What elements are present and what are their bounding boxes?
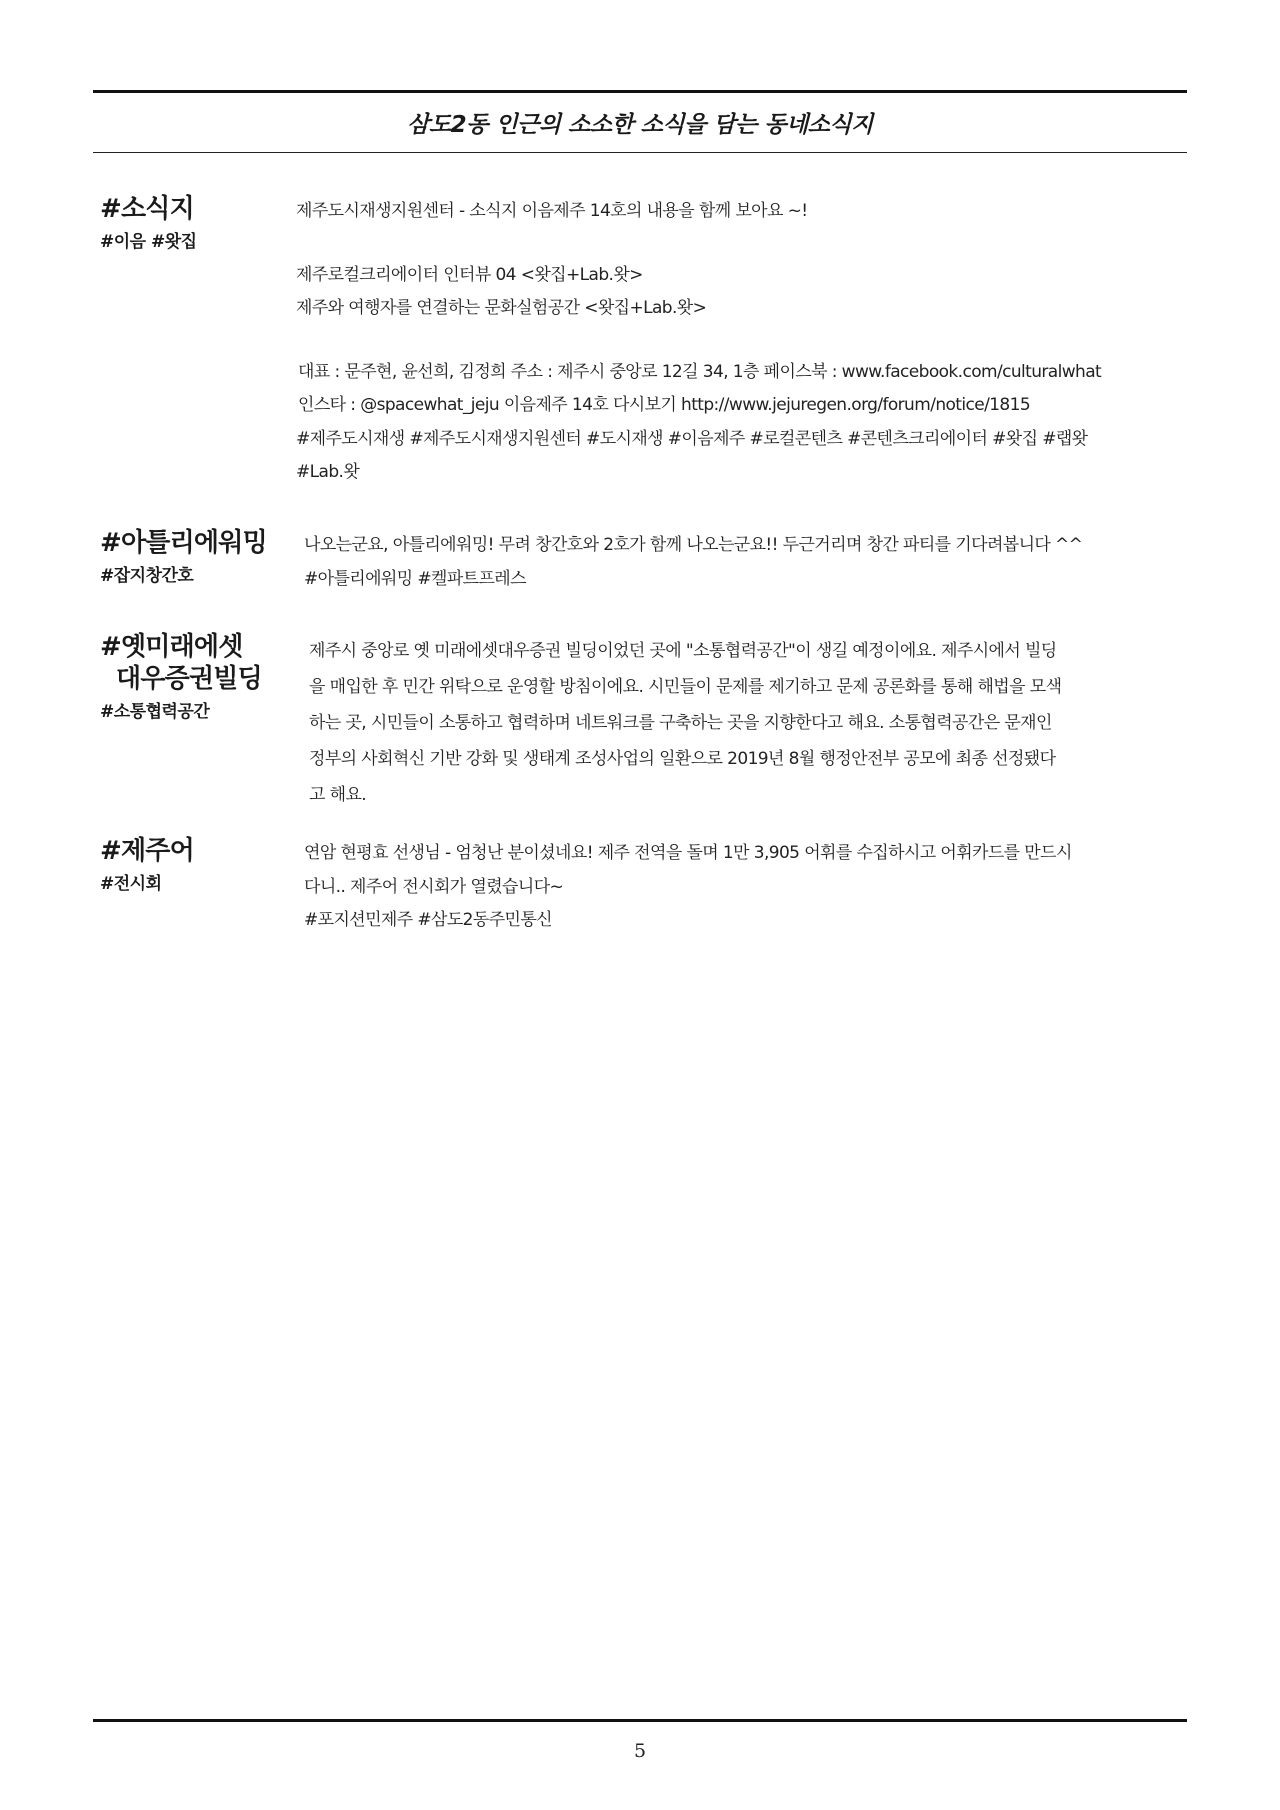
page-number: 5	[633, 1740, 647, 1762]
section-hashtag-sub: #이음 #왓집	[100, 232, 197, 252]
body-line: 고 해요.	[309, 785, 367, 805]
section-hashtag-main: #제주어	[100, 836, 194, 866]
body-line: 제주도시재생지원센터 - 소식지 이음제주 14호의 내용을 함께 보아요 ~!	[296, 201, 808, 221]
section-hashtag-sub: #전시회	[100, 874, 162, 894]
body-line: 연암 현평효 선생님 - 엄청난 분이셨네요! 제주 전역을 돌며 1만 3,905 어휘를 수집하시고 어휘카드를 만드시	[304, 843, 1072, 863]
body-line: 대표 : 문주현, 윤선희, 김정희 주소 : 제주시 중앙로 12길 34, 1층 페이스북 : www.facebook.com/culturalwhat	[298, 361, 1102, 382]
section-tags	[100, 193, 290, 255]
body-line: #Lab.왓	[296, 462, 360, 482]
body-line: 제주와 여행자를 연결하는 문화실험공간 <왓집+Lab.왓>	[296, 298, 707, 318]
section-body	[304, 529, 1184, 596]
paragraph-gap	[296, 229, 1176, 259]
section-body	[296, 195, 1176, 490]
body-line: 제주로컬크리에이터 인터뷰 04 <왓집+Lab.왓>	[296, 264, 643, 285]
newsletter-title: 삼도2동 인근의 소소한 소식을 담는 동네소식지	[407, 112, 873, 138]
body-line: 나오는군요, 아틀리에워밍! 무려 창간호와 2호가 함께 나오는군요!! 두근거리며 창간 파티를 기다려봅니다 ^^	[304, 535, 1083, 555]
paragraph-gap	[296, 326, 1176, 356]
body-line: #제주도시재생 #제주도시재생지원센터 #도시재생 #이음제주 #로컬콘텐츠 #콘텐츠크리에이터 #왓집 #랩왓	[296, 428, 1088, 449]
section-tags	[100, 631, 290, 725]
footer-rule	[93, 1719, 1187, 1722]
body-line: #아틀리에워밍 #켈파트프레스	[304, 568, 526, 589]
section-hashtag-main: #아틀리에워밍	[100, 528, 267, 558]
section-hashtag-main: #옛미래에셋	[100, 632, 243, 662]
section-tags	[100, 835, 290, 897]
body-line: 제주시 중앙로 옛 미래에셋대우증권 빌딩이었던 곳에 "소통협력공간"이 생길 예정이에요. 제주시에서 빌딩	[309, 641, 1057, 661]
section-hashtag-main: #소식지	[100, 194, 194, 224]
body-line: 정부의 사회혁신 기반 강화 및 생태계 조성사업의 일환으로 2019년 8월 행정안전부 공모에 최종 선정됐다	[309, 749, 1056, 769]
body-line: 을 매입한 후 민간 위탁으로 운영할 방침이에요. 시민들이 문제를 제기하고 문제 공론화를 통해 해법을 모색	[309, 677, 1062, 697]
section-hashtag-main-line2: 대우증권빌딩	[116, 664, 262, 694]
header-bottom-rule	[93, 152, 1187, 153]
section-hashtag-sub: #소통협력공간	[100, 702, 210, 722]
body-line: 인스타 : @spacewhat_jeju 이음제주 14호 다시보기 http://www.jejuregen.org/forum/notice/1815	[298, 395, 1031, 415]
section-body	[304, 837, 1184, 938]
header-top-rule	[93, 90, 1187, 93]
section-hashtag-sub: #잡지창간호	[100, 566, 194, 586]
body-line: 다니.. 제주어 전시회가 열렸습니다~	[304, 876, 564, 897]
section-body	[309, 633, 1189, 813]
section-tags	[100, 527, 290, 589]
body-line: 하는 곳, 시민들이 소통하고 협력하며 네트워크를 구축하는 곳을 지향한다고 해요. 소통협력공간은 문재인	[309, 713, 1052, 733]
body-line: #포지션민제주 #삼도2동주민통신	[304, 910, 552, 930]
